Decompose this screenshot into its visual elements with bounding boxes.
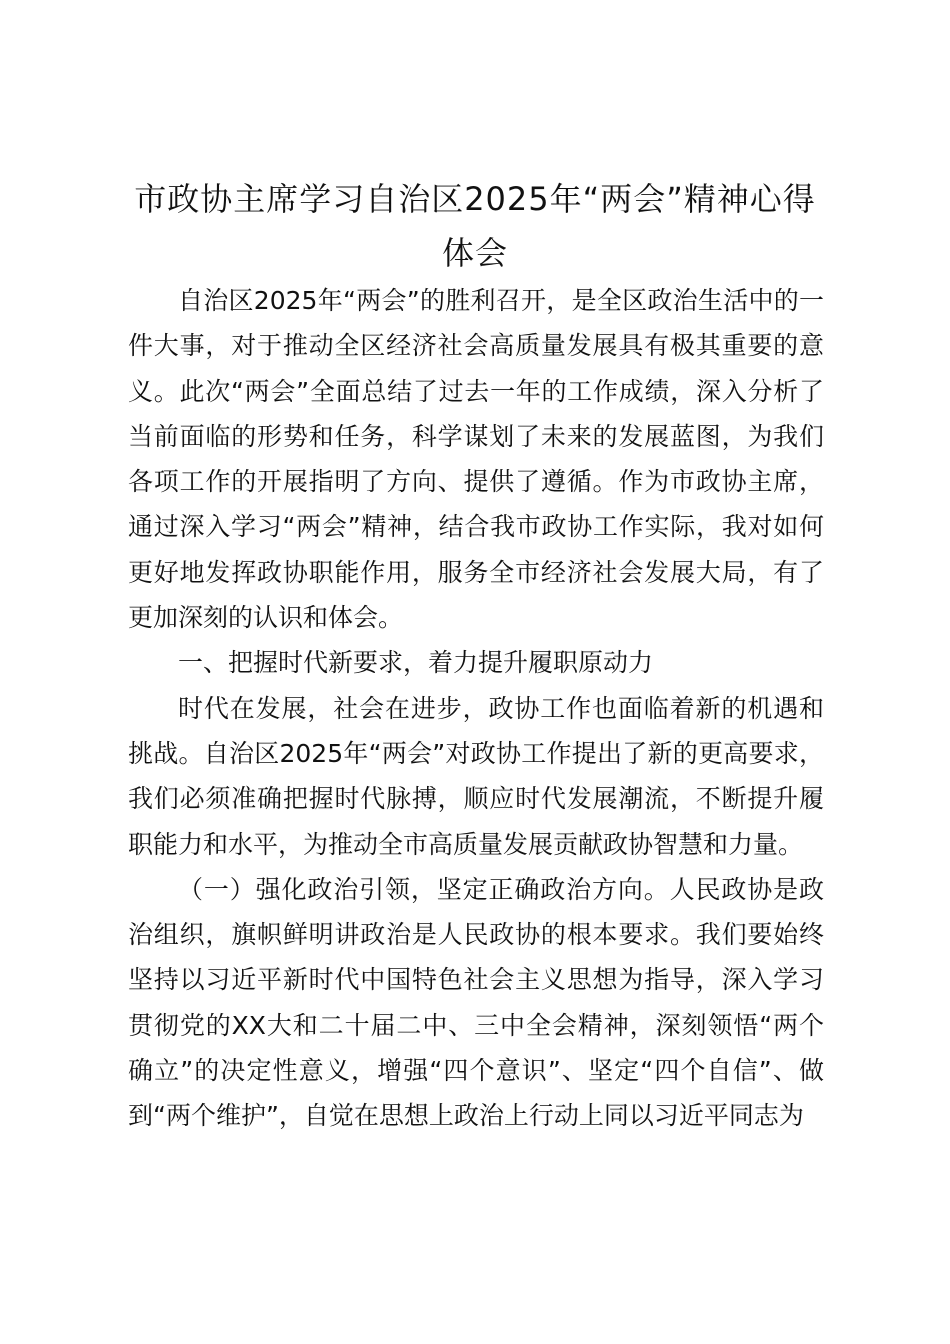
- subsection-1-paragraph: （一）强化政治引领，坚定正确政治方向。人民政协是政治组织，旗帜鲜明讲政治是人民政协的根本要求。我们要始终坚持以习近平新时代中国特色社会主义思想为指导，深入学习贯彻党的XX大和二十届二中、三中全会精神，深刻领悟“两个确立”的决定性意义，增强“四个意识”、坚定“四个自信”、做到“两个维护”，自觉在思想上政治上行动上同以习近平同志为: [128, 874, 824, 1131]
- document-title: 市政协主席学习自治区2025年“两会”精神心得体会: [134, 180, 816, 272]
- document-body: [128, 278, 824, 1139]
- intro-paragraph: 自治区2025年“两会”的胜利召开，是全区政治生活中的一件大事，对于推动全区经济社会高质量发展具有极其重要的意义。此次“两会”全面总结了过去一年的工作成绩，深入分析了当前面临的形势和任务，科学谋划了未来的发展蓝图，为我们各项工作的开展指明了方向、提供了遵循。作为市政协主席，通过深入学习“两会”精神，结合我市政协工作实际，我对如何更好地发挥政协职能作用，服务全市经济社会发展大局，有了更加深刻的认识和体会。: [128, 286, 824, 633]
- section-1-paragraph: 时代在发展，社会在进步，政协工作也面临着新的机遇和挑战。自治区2025年“两会”对政协工作提出了新的更高要求，我们必须准确把握时代脉搏，顺应时代发展潮流，不断提升履职能力和水平，为推动全市高质量发展贡献政协智慧和力量。: [128, 693, 824, 859]
- section-heading-1: 一、把握时代新要求，着力提升履职原动力: [178, 648, 654, 678]
